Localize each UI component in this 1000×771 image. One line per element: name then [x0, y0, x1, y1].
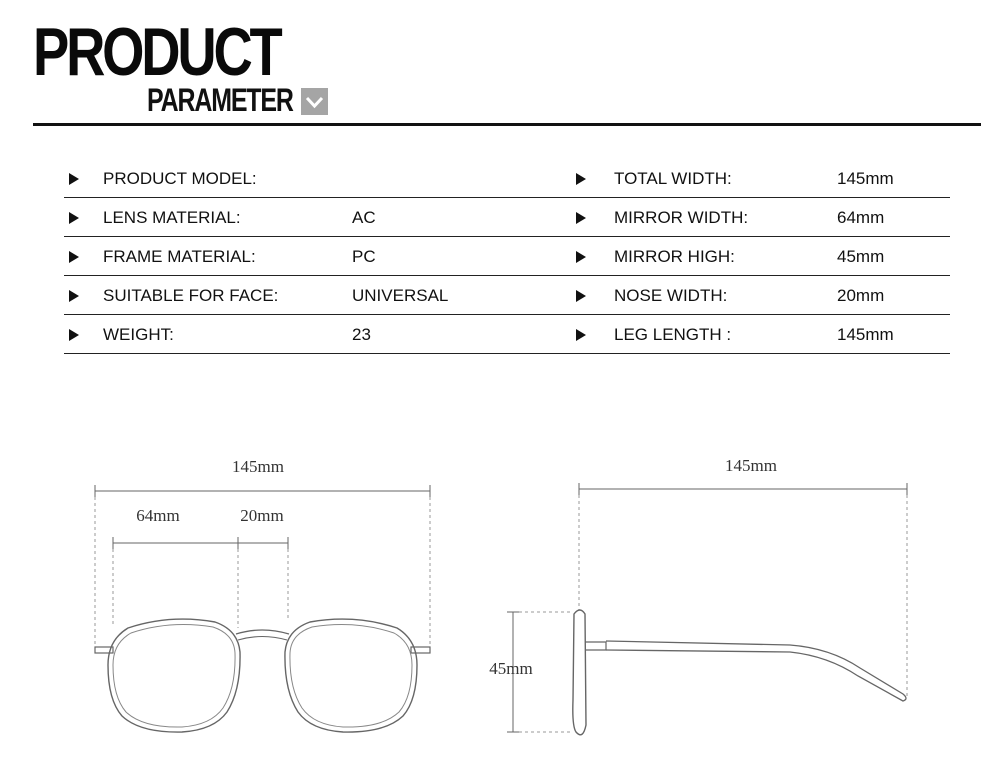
spec-value: 145mm	[837, 325, 894, 344]
spec-label: SUITABLE FOR FACE:	[103, 286, 279, 305]
left-lens-outline	[108, 619, 240, 732]
side-frame-front	[573, 610, 586, 735]
side-leg-length-label: 145mm	[725, 456, 777, 475]
front-lens-width-label: 64mm	[136, 506, 180, 525]
spec-value: 23	[352, 325, 371, 344]
front-total-width-label: 145mm	[232, 457, 284, 476]
spec-value: 20mm	[837, 286, 885, 305]
page-subtitle: PARAMETER	[147, 82, 293, 118]
spec-value: 64mm	[837, 208, 885, 227]
front-nose-width-label: 20mm	[240, 506, 284, 525]
temple-arm	[606, 641, 906, 701]
spec-label: MIRROR WIDTH:	[614, 208, 749, 227]
spec-label: LENS MATERIAL:	[103, 208, 241, 227]
page-title: PRODUCT	[33, 14, 280, 90]
side-height-label: 45mm	[489, 659, 533, 678]
spec-value: PC	[352, 247, 376, 266]
spec-label: WEIGHT:	[103, 325, 174, 344]
spec-label: LEG LENGTH :	[614, 325, 732, 344]
spec-value: UNIVERSAL	[352, 286, 449, 305]
spec-value: AC	[352, 208, 376, 227]
front-view	[95, 457, 430, 732]
spec-value: 145mm	[837, 169, 894, 188]
spec-label: MIRROR HIGH:	[614, 247, 735, 266]
nose-bridge	[236, 630, 289, 634]
spec-label: FRAME MATERIAL:	[103, 247, 256, 266]
spec-value: 45mm	[837, 247, 885, 266]
side-view	[489, 456, 907, 735]
spec-label: PRODUCT MODEL:	[103, 169, 257, 188]
right-lens-outline	[285, 619, 417, 732]
spec-label: TOTAL WIDTH:	[614, 169, 732, 188]
spec-label: NOSE WIDTH:	[614, 286, 728, 305]
